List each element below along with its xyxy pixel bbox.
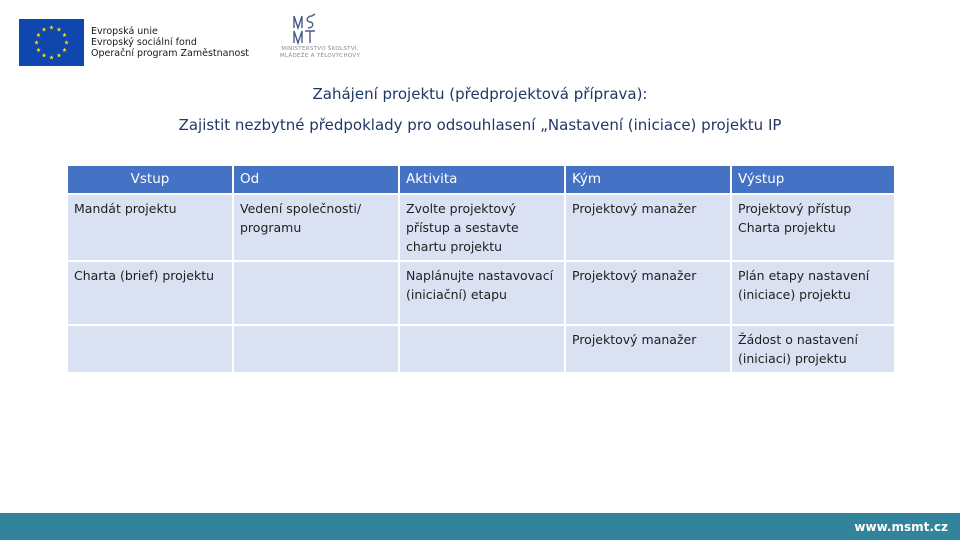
header-aktivita: Aktivita bbox=[399, 165, 565, 194]
eu-star-icon bbox=[34, 40, 39, 44]
eu-logo-line-3: Operační program Zaměstnanost bbox=[91, 48, 250, 59]
eu-esf-logo bbox=[19, 18, 251, 67]
msmt-caption-line-1: MINISTERSTVO ŠKOLSTVÍ, bbox=[281, 46, 359, 52]
cell-aktivita: Naplánujte nastavovací (iniciační) etapu bbox=[399, 261, 565, 325]
cell-vystup bbox=[731, 325, 895, 373]
msmt-caption bbox=[268, 46, 372, 60]
cell-vystup bbox=[731, 261, 895, 325]
footer-url-link[interactable]: www.msmt.cz bbox=[854, 520, 948, 534]
eu-star-icon bbox=[36, 33, 41, 37]
eu-star-icon bbox=[36, 48, 41, 52]
eu-star-icon bbox=[49, 25, 54, 29]
table-header-row bbox=[67, 165, 895, 194]
msmt-logo bbox=[268, 12, 372, 66]
cell-vystup-line: Charta projektu bbox=[738, 220, 836, 235]
eu-star-icon bbox=[42, 27, 47, 31]
cell-od bbox=[233, 325, 399, 373]
slide-title-line-2: Zajistit nezbytné předpoklady pro odsouhlasení „Nastavení (iniciace) projektu IP bbox=[178, 116, 782, 134]
eu-star-icon bbox=[64, 40, 69, 44]
cell-aktivita: Zvolte projektový přístup a sestavte chartu projektu bbox=[399, 194, 565, 261]
cell-vystup-line: Projektový přístup bbox=[738, 201, 852, 216]
cell-kym: Projektový manažer bbox=[565, 325, 731, 373]
eu-star-icon bbox=[57, 53, 62, 57]
table-row bbox=[67, 261, 895, 325]
cell-kym: Projektový manažer bbox=[565, 261, 731, 325]
footer-bar bbox=[0, 513, 960, 540]
header-vystup: Výstup bbox=[731, 165, 895, 194]
cell-vstup: Charta (brief) projektu bbox=[67, 261, 233, 325]
msmt-caption-line-2: MLÁDEŽE A TĚLOVÝCHOVY bbox=[279, 53, 361, 59]
header-kym: Kým bbox=[565, 165, 731, 194]
slide-title-line-1: Zahájení projektu (předprojektová příprava): bbox=[312, 85, 648, 103]
cell-od bbox=[233, 261, 399, 325]
eu-star-icon bbox=[49, 55, 54, 59]
eu-star-icon bbox=[42, 53, 47, 57]
header-vstup: Vstup bbox=[67, 165, 233, 194]
eu-star-icon bbox=[62, 48, 67, 52]
cell-vystup-line: Žádost o nastavení (iniciaci) projektu bbox=[738, 332, 858, 366]
eu-logo-text bbox=[91, 26, 249, 59]
eu-star-icon bbox=[62, 33, 67, 37]
eu-star-icon bbox=[57, 27, 62, 31]
cell-aktivita bbox=[399, 325, 565, 373]
eu-logo-line-2: Evropský sociální fond bbox=[91, 37, 197, 48]
process-table bbox=[66, 164, 896, 374]
msmt-monogram-icon bbox=[268, 12, 372, 46]
table-row bbox=[67, 194, 895, 261]
cell-od: Vedení společnosti/ programu bbox=[233, 194, 399, 261]
cell-vystup-line: Plán etapy nastavení (iniciace) projektu bbox=[738, 268, 870, 302]
eu-flag-icon bbox=[19, 19, 84, 66]
cell-vystup bbox=[731, 194, 895, 261]
cell-vstup bbox=[67, 325, 233, 373]
cell-vstup: Mandát projektu bbox=[67, 194, 233, 261]
cell-kym: Projektový manažer bbox=[565, 194, 731, 261]
eu-logo-line-1: Evropská unie bbox=[91, 26, 158, 37]
header-od: Od bbox=[233, 165, 399, 194]
table-row bbox=[67, 325, 895, 373]
